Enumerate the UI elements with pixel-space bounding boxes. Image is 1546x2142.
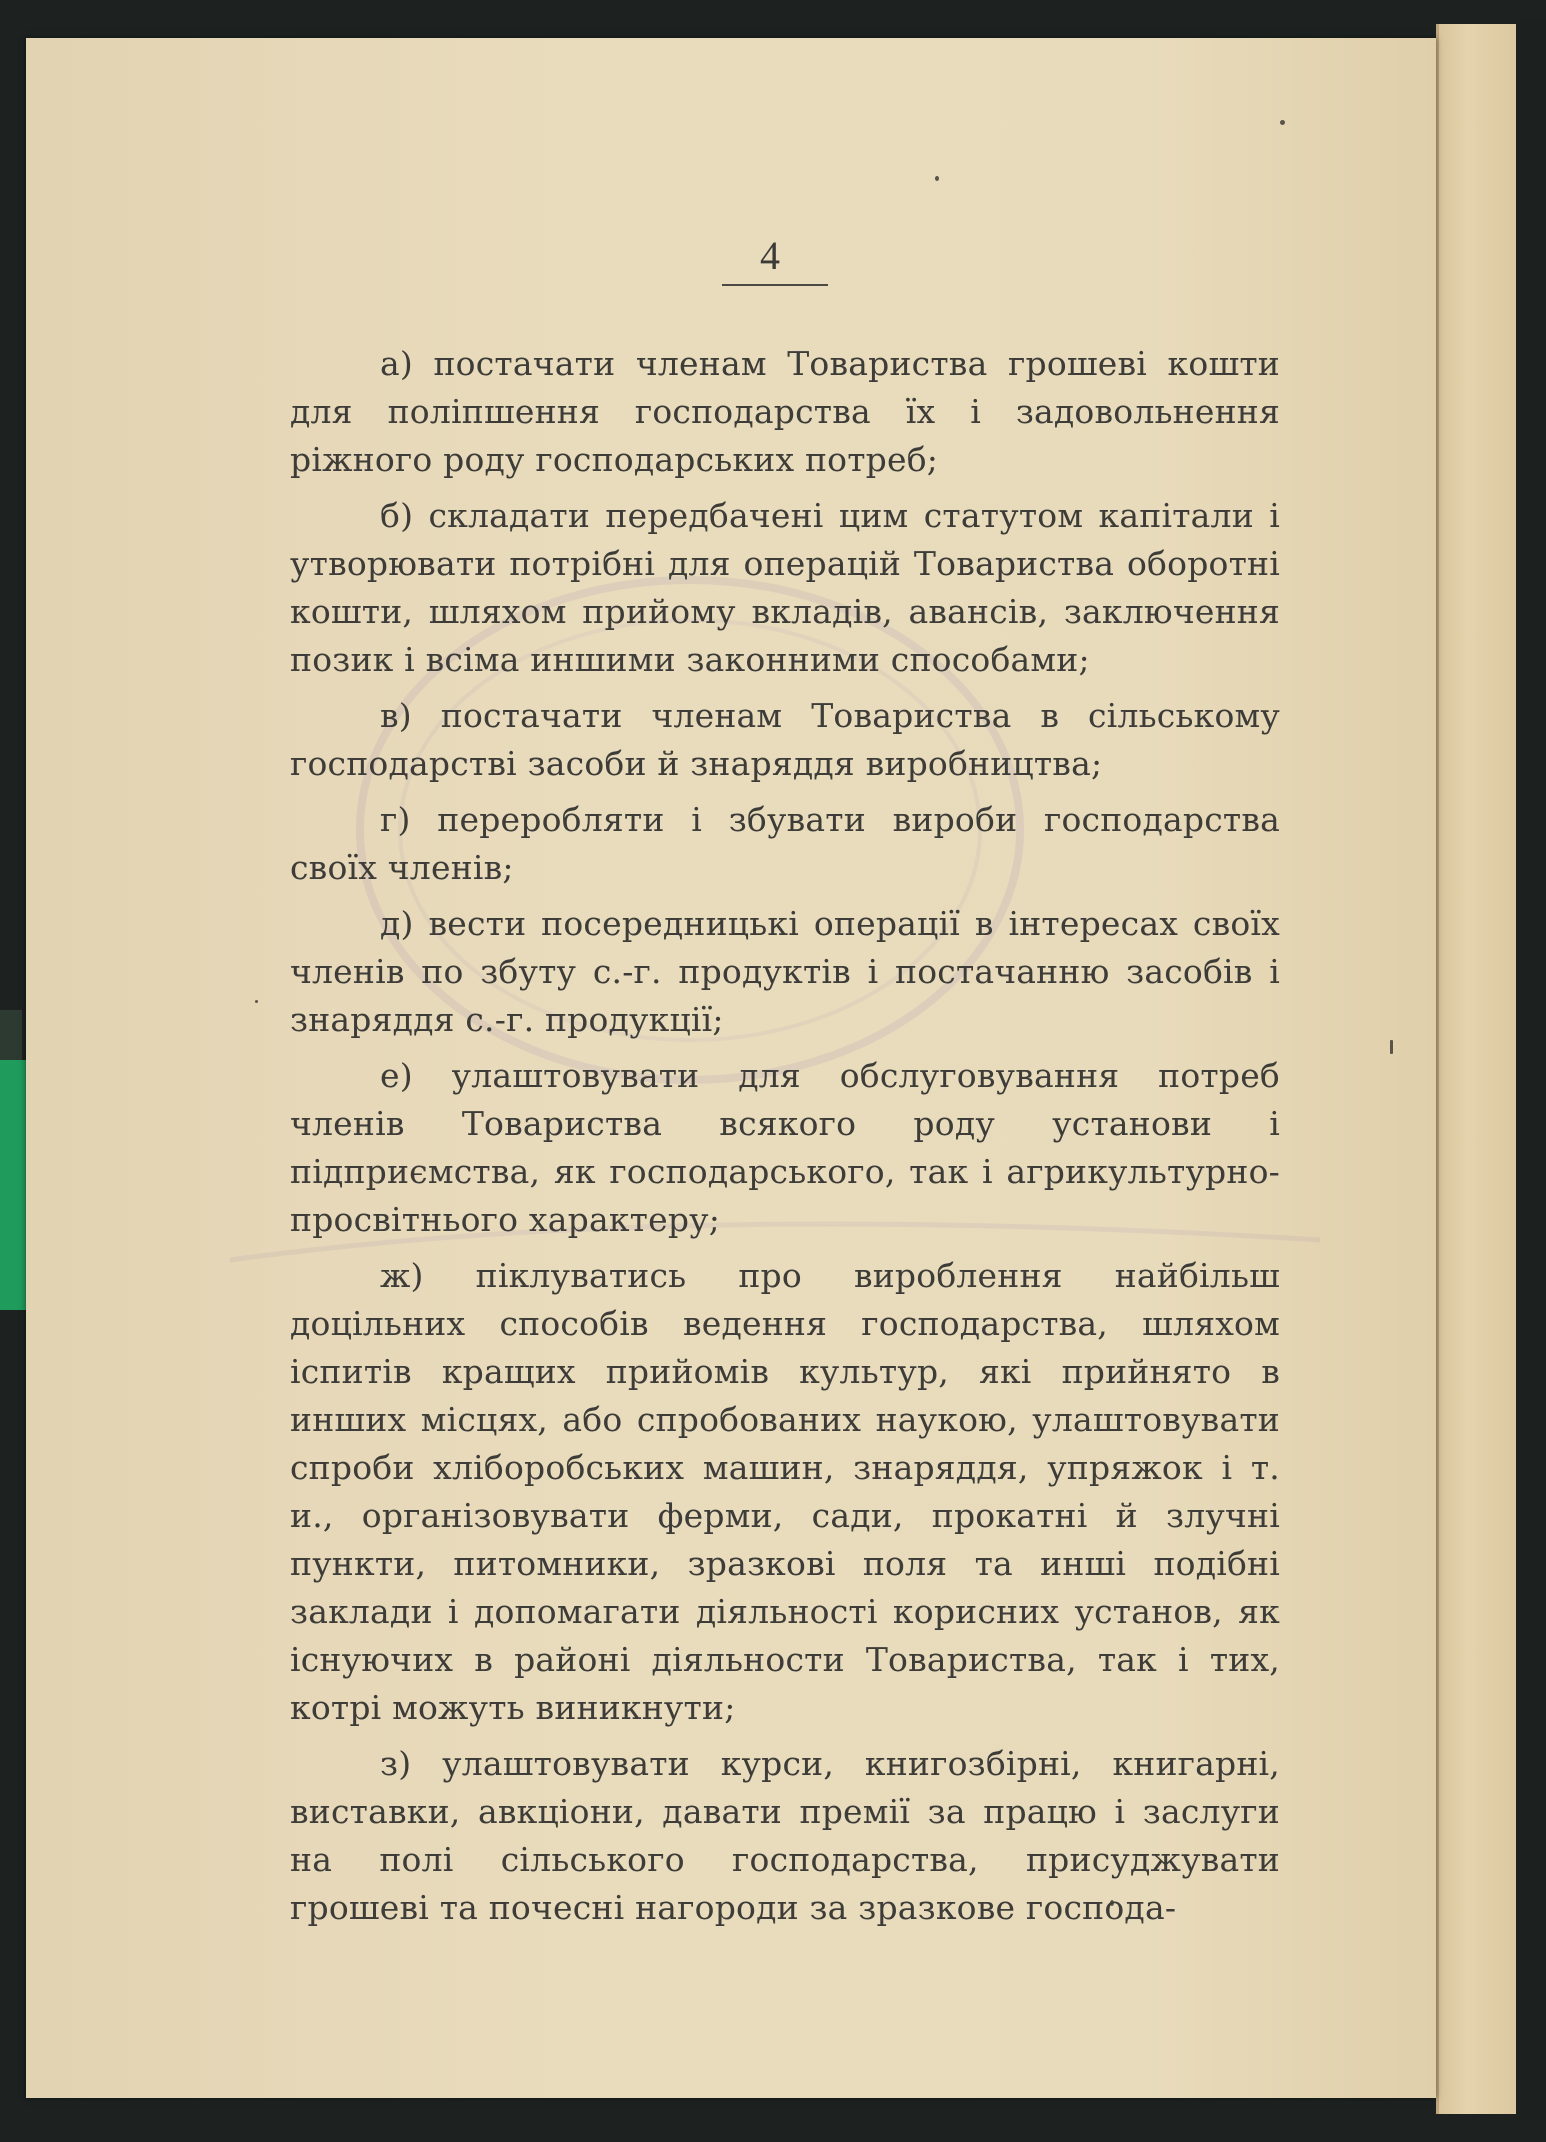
green-bookmark	[0, 1060, 26, 1310]
list-item-d: д) вести посередницькі операції в інтересах своїх членів по збуту с.-г. продуктів і постачанню засобів і знаряддя с.-г. продукції;	[290, 904, 1280, 1039]
statute-text	[290, 340, 1280, 1940]
list-item-e: е) улаштовувати для обслуговування потреб членів Товариства всякого роду установи і підприємства, як господарського, так і агрикультурно-просвітнього характеру;	[290, 1056, 1280, 1239]
list-item-b: б) складати передбачені цим статутом капітали і утворювати потрібні для операцій Товариства оборотні кошти, шляхом прийому вкладів, авансів, заключення позик і всіма иншими законними способами;	[290, 496, 1280, 679]
page-number-rule	[722, 284, 828, 286]
list-item-zh: ж) піклуватись про вироблення найбільш доцільних способів ведення господарства, шляхом іспитів кращих прийомів культур, які прийнято в инших місцях, або спробованих наукою, улаштовувати спроби хліборобських машин, знаряддя, упряжок і т. и., організовувати ферми, сади, прокатні й злучні пункти, питомники, зразкові поля та инші подібні заклади і допомагати діяльності корисних установ, як існуючих в районі діяльности Товариства, так і тих, котрі можуть виникнути;	[290, 1256, 1280, 1727]
scan-border-right	[1516, 20, 1546, 2120]
page-number: 4	[760, 233, 780, 278]
adjacent-page-edge	[1436, 24, 1519, 2114]
list-item-z: з) улаштовувати курси, книгозбірні, книгарні, виставки, авкціони, давати премії за працю і заслуги на полі сільського господарства, присуджувати грошеві та почесні нагороди за зразкове господа-	[290, 1744, 1280, 1927]
list-item-v: в) постачати членам Товариства в сільському господарстві засоби й знаряддя виробництва;	[290, 696, 1280, 783]
list-item-h: г) переробляти і збувати вироби господарства своїх членів;	[290, 800, 1280, 887]
list-item-a: а) постачати членам Товариства грошеві кошти для поліпшення господарства їх і задовольнення ріжного роду господарських потреб;	[290, 344, 1280, 479]
